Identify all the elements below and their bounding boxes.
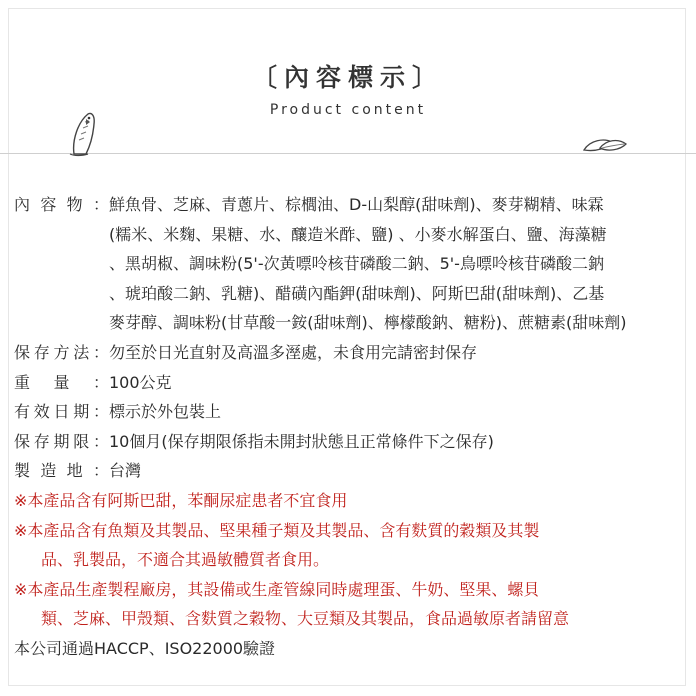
certification-statement: 本公司通過HACCP、ISO22000驗證: [14, 638, 276, 658]
storage-label: 保 存 方 法 ：: [14, 342, 109, 362]
expiry-value: 標示於外包裝上: [109, 402, 222, 422]
ingredients-line: 麥芽醇、調味粉(甘草酸一銨(甜味劑)、檸檬酸鈉、糖粉)、蔗糖素(甜味劑): [109, 313, 627, 333]
warning-aspartame: ※本產品含有阿斯巴甜，苯酮尿症患者不宜食用: [14, 490, 348, 510]
storage-row: [14, 338, 686, 368]
warning-facility-line: ※本產品生產製程廠房，其設備或生產管線同時處理蛋、牛奶、堅果、螺貝: [14, 579, 540, 599]
storage-value: 勿至於日光直射及高溫多溼處，未食用完請密封保存: [109, 342, 478, 362]
ingredients-line: 、黑胡椒、調味粉(5'-次黃嘌呤核苷磷酸二鈉、5'-鳥嘌呤核苷磷酸二鈉: [109, 254, 604, 274]
product-content-table: [14, 190, 686, 664]
origin-row: [14, 456, 686, 486]
page-subtitle: Product content: [269, 102, 427, 118]
origin-label: 製 造 地 ：: [14, 461, 109, 481]
ingredients-line: (糯米、米麴、果糖、水、釀造米酢、鹽) 、小麥水解蛋白、鹽、海藻糖: [109, 224, 607, 244]
leaf-icon: [580, 134, 630, 156]
ingredients-label: 內 容 物 ：: [14, 195, 109, 214]
ingredients-line: 鮮魚骨、芝麻、青蔥片、棕櫚油、D-山梨醇(甜味劑)、麥芽糊精、味霖: [109, 195, 604, 214]
ingredients-row: [14, 190, 686, 220]
weight-value: 100公克: [109, 372, 172, 392]
warning-facility-line: 類、芝麻、甲殼類、含麩質之穀物、大豆類及其製品，食品過敏原者請留意: [41, 609, 570, 629]
expiry-label: 有 效 日 期 ：: [14, 402, 109, 422]
weight-label: 重 量 ：: [14, 372, 109, 392]
shelf-life-label: 保 存 期 限 ：: [14, 431, 109, 451]
fish-illustration-icon: [68, 110, 104, 160]
shelf-life-value: 10個月(保存期限係指未開封狀態且正常條件下之保存): [109, 431, 494, 451]
expiry-row: [14, 397, 686, 427]
page-title: 〔內容標示〕: [251, 63, 444, 92]
ingredients-line: 、琥珀酸二鈉、乳糖)、醋磺內酯鉀(甜味劑)、阿斯巴甜(甜味劑)、乙基: [109, 283, 605, 303]
origin-value: 台灣: [109, 461, 142, 481]
weight-row: [14, 368, 686, 398]
warning-allergen-line: ※本產品含有魚類及其製品、堅果種子類及其製品、含有麩質的穀類及其製: [14, 520, 540, 540]
warning-allergen-line: 品、乳製品，不適合其過敏體質者食用。: [41, 550, 330, 570]
shelf-life-row: [14, 427, 686, 457]
